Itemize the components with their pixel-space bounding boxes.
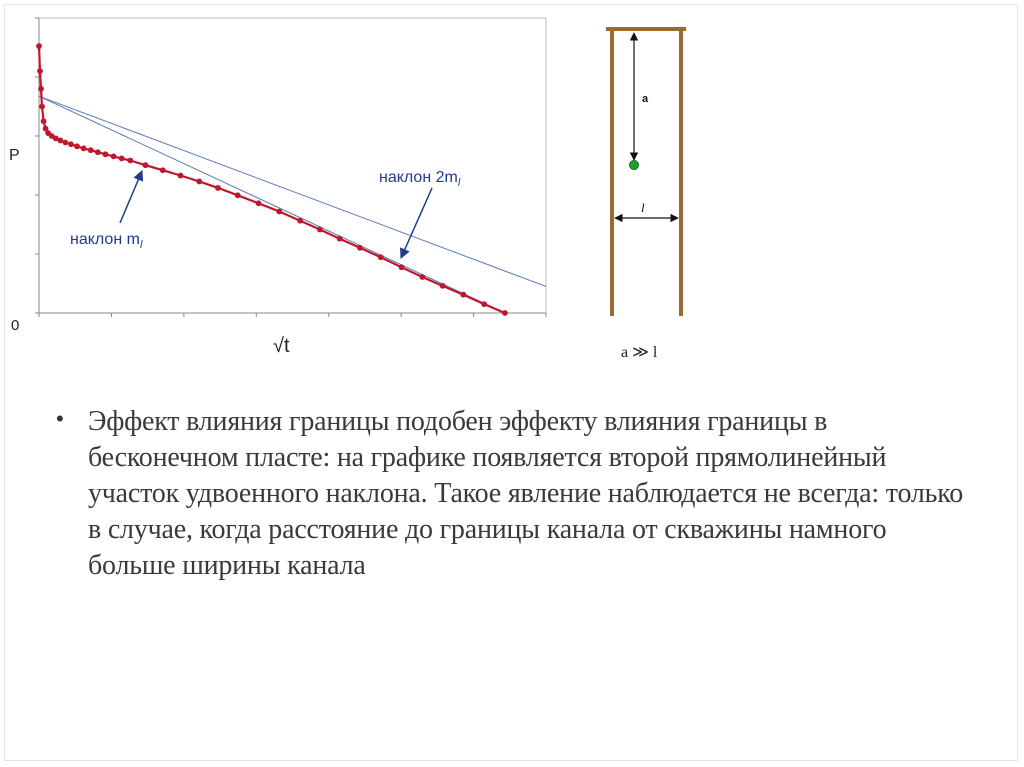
data-point bbox=[103, 151, 109, 157]
x-axis-label: √t bbox=[273, 335, 290, 357]
annotation-arrow-m bbox=[120, 171, 142, 223]
data-point bbox=[127, 158, 133, 164]
data-point bbox=[81, 145, 87, 151]
data-point bbox=[36, 43, 42, 49]
data-point bbox=[256, 200, 262, 206]
condition-label: a ≫ l bbox=[621, 344, 658, 361]
data-point bbox=[419, 274, 425, 280]
data-point bbox=[337, 236, 343, 242]
data-point bbox=[297, 218, 303, 224]
data-point bbox=[215, 185, 221, 191]
data-point bbox=[119, 156, 125, 162]
data-point bbox=[460, 292, 466, 298]
data-point bbox=[62, 140, 68, 146]
slope-lines bbox=[39, 96, 546, 313]
data-point bbox=[235, 192, 241, 198]
bullet-point bbox=[56, 404, 976, 584]
data-point bbox=[88, 147, 94, 153]
data-point bbox=[178, 173, 184, 179]
chart-annotations bbox=[70, 169, 461, 258]
annotation-label-m: наклон $m_l$ bbox=[70, 231, 143, 251]
data-point bbox=[357, 245, 363, 251]
data-point bbox=[196, 179, 202, 185]
data-point bbox=[111, 153, 117, 159]
data-point bbox=[95, 149, 101, 155]
data-point bbox=[39, 104, 45, 110]
pressure-chart bbox=[0, 0, 560, 370]
data-point bbox=[276, 209, 282, 215]
annotation-label-2m: наклон $2m_l$ bbox=[379, 169, 461, 189]
slope-m-l-line bbox=[39, 96, 546, 286]
chart-axes bbox=[9, 18, 546, 357]
data-point bbox=[502, 310, 508, 316]
data-point bbox=[317, 227, 323, 233]
data-point bbox=[57, 138, 63, 144]
annotation-subscript-m: l bbox=[139, 239, 143, 251]
distance-label: a bbox=[642, 93, 649, 105]
width-label: l bbox=[641, 200, 645, 215]
data-point bbox=[41, 118, 47, 124]
slope-2m-l-line bbox=[39, 96, 505, 313]
annotation-arrow-2m bbox=[401, 188, 432, 258]
annotation-subscript-2m: l bbox=[457, 177, 461, 189]
y-zero-label: 0 bbox=[11, 317, 20, 334]
data-point bbox=[74, 143, 80, 149]
data-point bbox=[399, 264, 405, 270]
data-point bbox=[481, 301, 487, 307]
data-point bbox=[68, 141, 74, 147]
y-axis-label: P bbox=[9, 147, 20, 164]
data-point bbox=[37, 68, 43, 74]
data-point bbox=[160, 167, 166, 173]
bullet-text: Эффект влияния границы подобен эффекту влияния границы в бесконечном пласте: на графике появляется второй прямолинейный участок удвоенного наклона. Такое явление наблюдается не всегда: только в случае, когда расстояние до границы канала от скважины намного больше ширины канала bbox=[88, 406, 964, 581]
data-point bbox=[38, 86, 44, 92]
data-point bbox=[440, 283, 446, 289]
bullet-marker: • bbox=[56, 406, 64, 431]
data-point bbox=[143, 162, 149, 168]
data-point bbox=[378, 254, 384, 260]
